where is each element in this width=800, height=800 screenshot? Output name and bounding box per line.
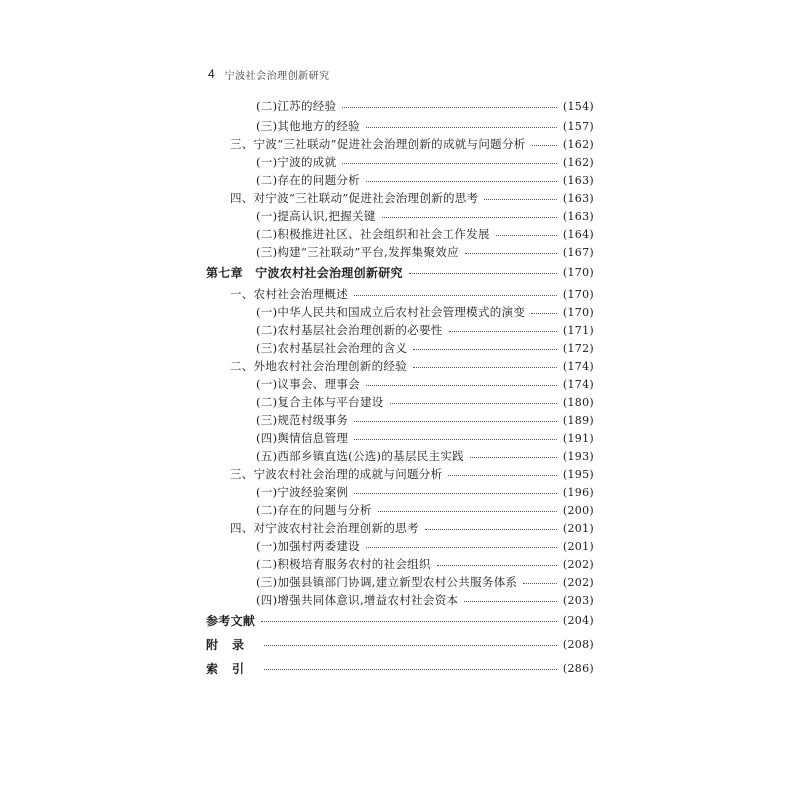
toc-entry-title: (一)宁波经验案例 [256,485,349,499]
toc-entry[interactable] [230,356,594,376]
toc-references-entry[interactable] [206,610,594,630]
dot-leader [464,590,557,610]
dot-leader [496,224,557,244]
toc-entry[interactable] [256,374,594,394]
toc-entry[interactable] [256,170,594,190]
toc-entry-page: (202) [562,575,594,589]
toc-entry-page: (157) [562,119,594,133]
dot-leader [413,356,557,376]
dot-leader [382,206,557,226]
toc-entry-title: 参考文献 [206,613,256,628]
toc-entry-page: (164) [562,227,594,241]
dot-leader [532,134,557,154]
dot-leader [378,500,557,520]
toc-entry-page: (174) [562,377,594,391]
dot-leader [531,302,557,322]
dot-leader [366,170,557,190]
dot-leader [354,284,557,304]
toc-entry-title: (三)构建“三社联动”平台,发挥集聚效应 [256,245,459,259]
toc-entry-title: (五)西部乡镇直选(公选)的基层民主实践 [256,449,464,463]
dot-leader [354,428,557,448]
toc-appendix-entry[interactable] [206,634,594,654]
toc-entry[interactable] [230,518,594,538]
toc-entry-page: (170) [562,305,594,319]
toc-entry-title: (三)加强县镇部门协调,建立新型农村公共服务体系 [256,575,518,589]
toc-entry-title: (一)中华人民共和国成立后农村社会管理模式的演变 [256,305,526,319]
toc-entry[interactable] [256,536,594,556]
dot-leader [449,320,557,340]
toc-entry-page: (202) [562,557,594,571]
toc-entry-page: (172) [562,341,594,355]
toc-entry-page: (171) [562,323,594,337]
toc-entry[interactable] [256,446,594,466]
toc-entry-page: (286) [562,661,594,675]
toc-entry-page: (163) [562,209,594,223]
toc-entry[interactable] [256,428,594,448]
dot-leader [366,536,557,556]
dot-leader [413,338,557,358]
dot-leader [264,634,557,654]
toc-entry-title: (四)增强共同体意识,增益农村社会资本 [256,593,459,607]
toc-entry-page: (191) [562,431,594,445]
toc-entry[interactable] [256,302,594,322]
toc-entry[interactable] [256,500,594,520]
dot-leader [366,116,557,136]
dot-leader [448,464,557,484]
toc-entry-title: 三、宁波农村社会治理的成就与问题分析 [230,467,443,481]
dot-leader [465,242,557,262]
toc-entry[interactable] [256,152,594,172]
dot-leader [409,262,557,282]
toc-entry-title: (二)存在的问题与分析 [256,503,372,517]
toc-entry-page: (163) [562,173,594,187]
toc-entry-title: (二)积极培育服务农村的社会组织 [256,557,431,571]
dot-leader [425,518,557,538]
toc-entry-title: 四、对宁波“三社联动”促进社会治理创新的思考 [230,191,479,205]
toc-entry-title: (三)农村基层社会治理的含义 [256,341,408,355]
toc-entry-page: (203) [562,593,594,607]
toc-entry[interactable] [256,572,594,592]
toc-entry[interactable] [230,284,594,304]
toc-entry-title: 索引 [206,661,259,676]
toc-entry-title: (三)其他地方的经验 [256,119,360,133]
toc-entry-title: (一)提高认识,把握关键 [256,209,376,223]
toc-entry-page: (167) [562,245,594,259]
toc-entry[interactable] [256,554,594,574]
dot-leader [342,152,557,172]
toc-entry-page: (189) [562,413,594,427]
toc-entry-title: 四、对宁波农村社会治理创新的思考 [230,521,419,535]
toc-entry[interactable] [256,338,594,358]
toc-entry[interactable] [256,392,594,412]
toc-entry[interactable] [230,464,594,484]
dot-leader [354,482,557,502]
toc-entry-page: (200) [562,503,594,517]
toc-entry-title: (一)宁波的成就 [256,155,337,169]
dot-leader [264,658,557,678]
toc-entry[interactable] [256,590,594,610]
page-number: 4 [208,67,215,81]
toc-entry-title: (三)规范村级事务 [256,413,349,427]
toc-entry-title: 二、外地农村社会治理创新的经验 [230,359,407,373]
dot-leader [470,446,557,466]
toc-entry-title: (二)复合主体与平台建设 [256,395,384,409]
toc-entry-title: 第七章 宁波农村社会治理创新研究 [206,265,403,280]
toc-entry[interactable] [256,242,594,262]
toc-entry-title: 三、宁波“三社联动”促进社会治理创新的成就与问题分析 [230,137,526,151]
toc-entry-page: (174) [562,359,594,373]
running-title: 宁波社会治理创新研究 [224,70,330,82]
toc-entry-title: 附录 [206,637,259,652]
toc-entry-page: (195) [562,467,594,481]
toc-entry-title: (二)农村基层社会治理创新的必要性 [256,323,443,337]
toc-entry[interactable] [256,96,594,116]
toc-entry-title: 一、农村社会治理概述 [230,287,348,301]
dot-leader [366,374,557,394]
toc-entry-title: (一)加强村两委建设 [256,539,360,553]
toc-entry[interactable] [256,224,594,244]
toc-entry[interactable] [256,410,594,430]
toc-entry[interactable] [256,116,594,136]
toc-entry-title: (二)存在的问题分析 [256,173,360,187]
dot-leader [437,554,557,574]
toc-entry[interactable] [256,320,594,340]
toc-entry-title: (四)舆情信息管理 [256,431,349,445]
toc-entry-title: (一)议事会、理事会 [256,377,360,391]
toc-entry-title: (二)积极推进社区、社会组织和社会工作发展 [256,227,490,241]
toc-entry[interactable] [256,482,594,502]
toc-entry-page: (201) [562,539,594,553]
toc-entry-title: (二)江苏的经验 [256,99,337,113]
toc-entry-page: (163) [562,191,594,205]
toc-entry[interactable] [230,134,594,154]
toc-entry[interactable] [256,206,594,226]
toc-entry-page: (180) [562,395,594,409]
dot-leader [354,410,557,430]
dot-leader [390,392,557,412]
toc-entry-page: (162) [562,137,594,151]
toc-entry-page: (154) [562,99,594,113]
toc-entry-page: (170) [562,287,594,301]
toc-chapter-entry[interactable] [206,262,594,282]
toc-entry[interactable] [230,188,594,208]
toc-entry-page: (162) [562,155,594,169]
dot-leader [484,188,557,208]
toc-entry-page: (193) [562,449,594,463]
dot-leader [261,610,557,630]
dot-leader [342,96,557,116]
toc-entry-page: (208) [562,637,594,651]
toc-entry-page: (196) [562,485,594,499]
dot-leader [523,572,557,592]
toc-entry-page: (201) [562,521,594,535]
toc-entry-page: (204) [562,613,594,627]
toc-index-entry[interactable] [206,658,594,678]
toc-entry-page: (170) [562,265,594,279]
